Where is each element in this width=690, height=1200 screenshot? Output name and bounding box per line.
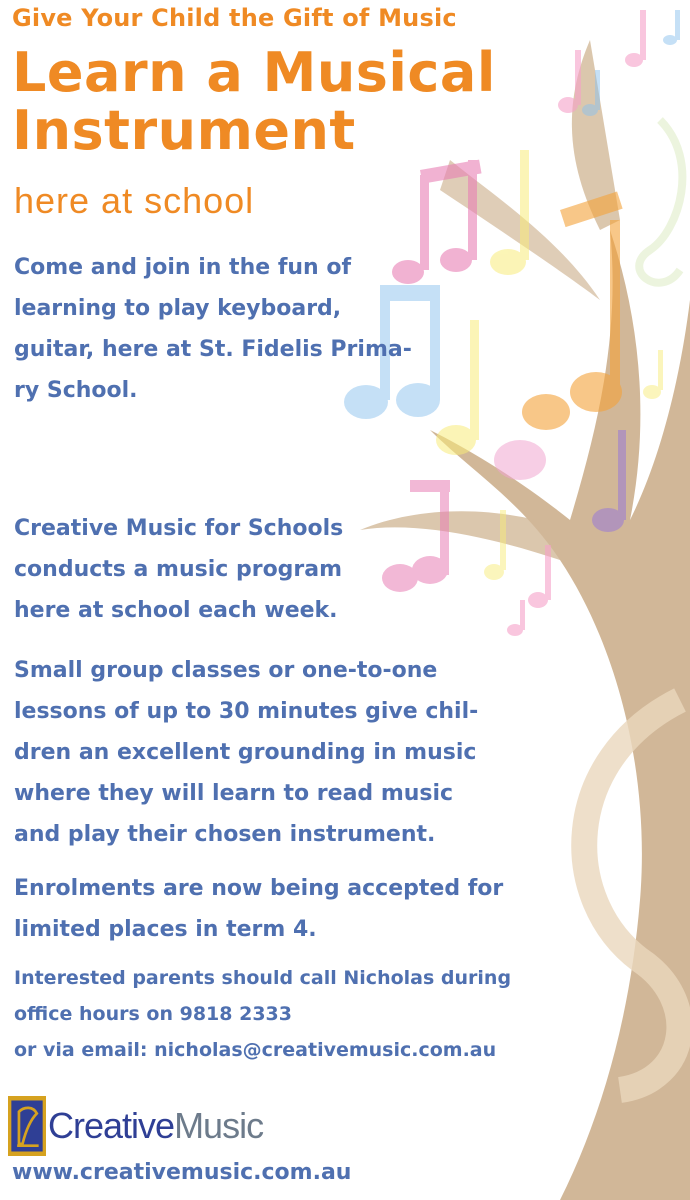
harp-icon bbox=[8, 1096, 46, 1156]
program-line: conducts a music program bbox=[14, 557, 343, 582]
enrolment-paragraph bbox=[14, 868, 594, 950]
contact-paragraph bbox=[14, 960, 614, 1068]
contact-line: Interested parents should call Nicholas during bbox=[14, 967, 512, 989]
enrolment-line: limited places in term 4. bbox=[14, 917, 317, 942]
lessons-paragraph bbox=[14, 650, 554, 855]
intro-line: Come and join in the fun of bbox=[14, 255, 352, 280]
program-paragraph bbox=[14, 508, 434, 631]
logo-wordmark bbox=[48, 1105, 263, 1147]
intro-line: guitar, here at St. Fidelis Prima- bbox=[14, 337, 412, 362]
program-line: here at school each week. bbox=[14, 598, 338, 623]
enrolment-line: Enrolments are now being accepted for bbox=[14, 876, 504, 901]
website-link[interactable]: www.creativemusic.com.au bbox=[12, 1160, 352, 1185]
headline-line-2: Instrument bbox=[12, 99, 356, 162]
contact-email-line[interactable]: or via email: nicholas@creativemusic.com.au bbox=[14, 1039, 497, 1061]
headline-line-1: Learn a Musical bbox=[12, 41, 496, 104]
contact-phone-line: office hours on 9818 2333 bbox=[14, 1003, 292, 1025]
lessons-line: lessons of up to 30 minutes give chil- bbox=[14, 699, 479, 724]
subhead: here at school bbox=[14, 180, 255, 221]
intro-line: learning to play keyboard, bbox=[14, 296, 342, 321]
supertitle: Give Your Child the Gift of Music bbox=[12, 4, 457, 32]
lessons-line: where they will learn to read music bbox=[14, 781, 454, 806]
lessons-line: dren an excellent grounding in music bbox=[14, 740, 477, 765]
creative-music-logo bbox=[8, 1094, 263, 1158]
program-line: Creative Music for Schools bbox=[14, 516, 344, 541]
logo-word-music: Music bbox=[174, 1105, 264, 1146]
lessons-line: and play their chosen instrument. bbox=[14, 822, 436, 847]
intro-paragraph bbox=[14, 247, 414, 411]
headline bbox=[12, 41, 612, 162]
lessons-line: Small group classes or one-to-one bbox=[14, 658, 438, 683]
intro-line: ry School. bbox=[14, 378, 138, 403]
logo-word-creative: Creative bbox=[48, 1105, 175, 1146]
